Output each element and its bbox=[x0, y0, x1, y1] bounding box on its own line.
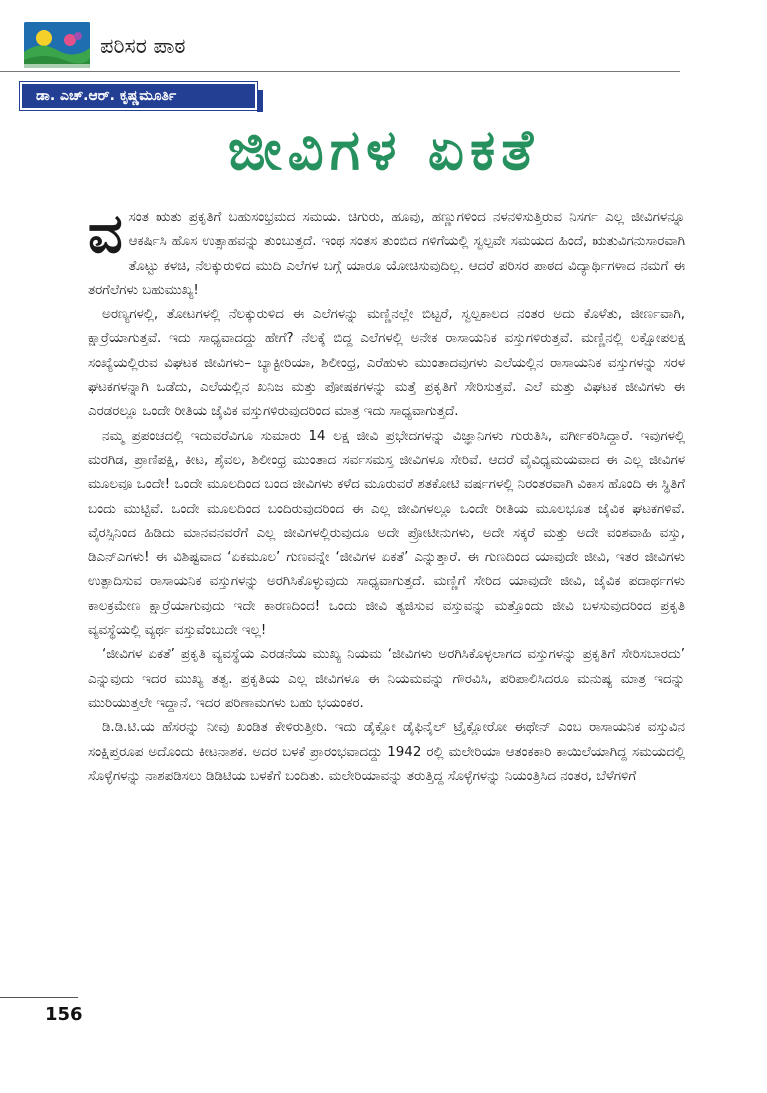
article-body bbox=[88, 202, 685, 789]
paragraph-4: ‘ಜೀವಿಗಳ ಏಕತೆ’ ಪ್ರಕೃತಿ ವ್ಯವಸ್ಥೆಯ ಎರಡನೆಯ ಮುಖ್ಯ ನಿಯಮ ‘ಜೀವಿಗಳು ಅರಗಿಸಿಕೊಳ್ಳಲಾಗದ ವಸ್ತುಗಳನ್ನು ಪ್ರಕೃತಿಗೆ ಸೇರಿಸಬಾರದು’ ಎನ್ನುವುದು ಇದರ ಮುಖ್ಯ ತತ್ವ. ಪ್ರಕೃತಿಯ ಎಲ್ಲ ಜೀವಿಗಳೂ ಈ ನಿಯಮವನ್ನು ಗೌರವಿಸಿ, ಪರಿಪಾಲಿಸಿದರೂ ಮನುಷ್ಯ ಮಾತ್ರ ಇದನ್ನು ಮುರಿಯುತ್ತಲೇ ಇದ್ದಾನೆ. ಇದರ ಪರಿಣಾಮಗಳು ಬಹು ಭಯಂಕರ. bbox=[88, 647, 685, 711]
paragraph-1 bbox=[88, 202, 685, 303]
nature-landscape-logo-icon bbox=[24, 22, 90, 68]
paragraph-5: ಡಿ.ಡಿ.ಟಿ.ಯ ಹೆಸರನ್ನು ನೀವು ಖಂಡಿತ ಕೇಳಿರುತ್ತೀರಿ. ಇದು ಡೈಕ್ಲೋ ಡೈಫಿನೈಲ್ ಟ್ರೈಕ್ಲೋರೋ ಈಥೇನ್ ಎಂಬ ರಾಸಾಯನಿಕ ವಸ್ತುವಿನ ಸಂಕ್ಷಿಪ್ತರೂಪ ಅದೊಂದು ಕೀಟನಾಶಕ. ಅದರ ಬಳಕೆ ಪ್ರಾರಂಭವಾದದ್ದು 1942 ರಲ್ಲಿ ಮಲೇರಿಯಾ ಆತಂಕಕಾರಿ ಕಾಯಿಲೆಯಾಗಿದ್ದ ಸಮಯದಲ್ಲಿ ಸೊಳ್ಳೆಗಳನ್ನು ನಾಶಪಡಿಸಲು ಡಿಡಿಟಿಯ ಬಳಕೆಗೆ ಬಂದಿತು. ಮಲೇರಿಯಾವನ್ನು ತರುತ್ತಿದ್ದ ಸೊಳ್ಳೆಗಳನ್ನು ನಿಯಂತ್ರಿಸಿದ ನಂತರ, ಬೆಳೆಗಳಿಗೆ bbox=[88, 720, 685, 784]
author-label: ಡಾ. ಎಚ್.ಆರ್. ಕೃಷ್ಣಮೂರ್ತಿ bbox=[36, 88, 177, 104]
article-title: ಜೀವಿಗಳ ಏಕತೆ bbox=[227, 118, 540, 183]
header-divider bbox=[0, 71, 680, 72]
section-label: ಪರಿಸರ ಪಾಠ bbox=[100, 34, 186, 58]
footer-divider bbox=[0, 997, 78, 998]
paragraph-2: ಅರಣ್ಯಗಳಲ್ಲಿ, ತೋಟಗಳಲ್ಲಿ ನೆಲಕ್ಕುರುಳಿದ ಈ ಎಲೆಗಳನ್ನು ಮಣ್ಣಿನಲ್ಲೇ ಬಿಟ್ಟರೆ, ಸ್ವಲ್ಪಕಾಲದ ನಂತರ ಅದು ಕೊಳೆತು, ಜೀರ್ಣವಾಗಿ, ಕ್ಷಾರ್ರೆಯಾಗುತ್ತವೆ. ಇದು ಸಾಧ್ಯವಾದದ್ದು ಹೇಗೆ? ನೆಲಕ್ಕೆ ಬಿದ್ದ ಎಲೆಗಳಲ್ಲಿ ಅನೇಕ ರಾಸಾಯನಿಕ ವಸ್ತುಗಳಿರುತ್ತವೆ. ಮಣ್ಣಿನಲ್ಲಿ ಲಕ್ಷೋಪಲಕ್ಷ ಸಂಖ್ಯೆಯಲ್ಲಿರುವ ವಿಘಟಕ ಜೀವಿಗಳು– ಬ್ಯಾಕ್ಟೀರಿಯಾ, ಶಿಲೀಂಧ್ರ, ಎರೆಹುಳು ಮುಂತಾದವುಗಳು ಎಲೆಯಲ್ಲಿನ ರಾಸಾಯನಿಕ ವಸ್ತುಗಳನ್ನು ಸರಳ ಘಟಕಗಳನ್ನಾಗಿ ಒಡೆದು, ಎಲೆಯಲ್ಲಿನ ಖನಿಜ ಮತ್ತು ಪೋಷಕಗಳನ್ನು ಮತ್ತೆ ಪ್ರಕೃತಿಗೆ ಸೇರಿಸುತ್ತವೆ. ಎಲೆ ಮತ್ತು ವಿಘಟಕ ಜೀವಿಗಳು ಈ ಎರಡರಲ್ಲೂ ಒಂದೇ ರೀತಿಯ ಜೈವಿಕ ವಸ್ತುಗಳಿರುವುದರಿಂದ ಮಾತ್ರ ಇದು ಸಾಧ್ಯವಾಗುತ್ತದೆ. bbox=[88, 307, 685, 420]
paragraph-1-text: ಸಂತ ಋತು ಪ್ರಕೃತಿಗೆ ಬಹುಸಂಭ್ರಮದ ಸಮಯ. ಚಿಗುರು, ಹೂವು, ಹಣ್ಣುಗಳಿಂದ ನಳನಳಿಸುತ್ತಿರುವ ನಿಸರ್ಗ ಎಲ್ಲ ಜೀವಿಗಳನ್ನೂ ಆಕರ್ಷಿಸಿ ಹೊಸ ಉತ್ಸಾಹವನ್ನು ತುಂಬುತ್ತದೆ. ಇಂಥ ಸಂತಸ ತುಂಬಿದ ಗಳಿಗೆಯಲ್ಲಿ ಸ್ವಲ್ಪವೇ ಸಮಯದ ಹಿಂದೆ, ಋತುವಿಗನುಸಾರವಾಗಿ ತೊಟ್ಟು ಕಳಚಿ, ನೆಲಕ್ಕುರುಳಿದ ಮುದಿ ಎಲೆಗಳ ಬಗ್ಗೆ ಯಾರೂ ಯೋಚಿಸುವುದಿಲ್ಲ. ಆದರೆ ಪರಿಸರ ಪಾಠದ ವಿದ್ಯಾರ್ಥಿಗಳಾದ ನಮಗೆ ಈ ತರಗೆಲೆಗಳು ಬಹುಮುಖ್ಯ! bbox=[88, 210, 685, 298]
drop-cap: ವ bbox=[88, 202, 123, 265]
author-name bbox=[20, 82, 257, 110]
paragraph-3: ನಮ್ಮ ಪ್ರಪಂಚದಲ್ಲಿ ಇದುವರೆವಿಗೂ ಸುಮಾರು 14 ಲಕ್ಷ ಜೀವಿ ಪ್ರಭೇದಗಳನ್ನು ವಿಜ್ಞಾನಿಗಳು ಗುರುತಿಸಿ, ವರ್ಗೀಕರಿಸಿದ್ದಾರೆ. ಇವುಗಳಲ್ಲಿ ಮರಗಿಡ, ಪ್ರಾಣಿಪಕ್ಷಿ, ಕೀಟ, ಶೈವಲ, ಶಿಲೀಂಧ್ರ ಮುಂತಾದ ಸರ್ವಸಮಸ್ತ ಜೀವಿಗಳೂ ಸೇರಿವೆ. ಆದರೆ ವೈವಿಧ್ಯಮಯವಾದ ಈ ಎಲ್ಲ ಜೀವಿಗಳ ಮೂಲವೂ ಒಂದೇ! ಒಂದೇ ಮೂಲದಿಂದ ಬಂದ ಜೀವಿಗಳು ಕಳೆದ ಮೂರುವರೆ ಶತಕೋಟಿ ವರ್ಷಗಳಲ್ಲಿ ನಿರಂತರವಾಗಿ ವಿಕಾಸ ಹೊಂದಿ ಈ ಸ್ಥಿತಿಗೆ ಬಂದು ಮುಟ್ಟಿವೆ. ಒಂದೇ ಮೂಲದಿಂದ ಬಂದಿರುವುದರಿಂದ ಈ ಎಲ್ಲ ಜೀವಿಗಳಲ್ಲೂ ಒಂದೇ ರೀತಿಯ ಮೂಲಭೂತ ಜೈವಿಕ ಘಟಕಗಳಿವೆ. ವೈರಸ್ಸಿನಿಂದ ಹಿಡಿದು ಮಾನವನವರೆಗೆ ಎಲ್ಲ ಜೀವಿಗಳಲ್ಲಿರುವುದೂ ಅದೇ ಪ್ರೋಟೀನುಗಳು, ಅದೇ ಸಕ್ಕರೆ ಮತ್ತು ಅದೇ ವಂಶವಾಹಿ ವಸ್ತು, ಡಿಎನ್‌ಎಗಳು! ಈ ವಿಶಿಷ್ಟವಾದ ‘ಏಕಮೂಲ’ ಗುಣವನ್ನೇ ‘ಜೀವಿಗಳ ಏಕತೆ’ ಎನ್ನುತ್ತಾರೆ. ಈ ಗುಣದಿಂದ ಯಾವುದೇ ಜೀವಿ, ಇತರ ಜೀವಿಗಳು ಉತ್ಪಾದಿಸುವ ರಾಸಾಯನಿಕ ವಸ್ತುಗಳನ್ನು ಅರಗಿಸಿಕೊಳ್ಳುವುದು ಸಾಧ್ಯವಾಗುತ್ತದೆ. ಮಣ್ಣಿಗೆ ಸೇರಿದ ಯಾವುದೇ ಜೀವಿ, ಜೈವಿಕ ಪದಾರ್ಥಗಳು ಕಾಲಕ್ರಮೇಣ ಕ್ಷಾರ್ರೆಯಾಗುವುದು ಇದೇ ಕಾರಣದಿಂದ! ಒಂದು ಜೀವಿ ತ್ಯಜಿಸುವ ವಸ್ತುವನ್ನು ಮತ್ತೊಂದು ಜೀವಿ ಬಳಸುವುದರಿಂದ ಪ್ರಕೃತಿ ವ್ಯವಸ್ಥೆಯಲ್ಲಿ ವ್ಯರ್ಥ ವಸ್ತುವೆಂಬುದೇ ಇಲ್ಲ! bbox=[88, 428, 685, 639]
page-number: 156 bbox=[45, 1004, 83, 1025]
